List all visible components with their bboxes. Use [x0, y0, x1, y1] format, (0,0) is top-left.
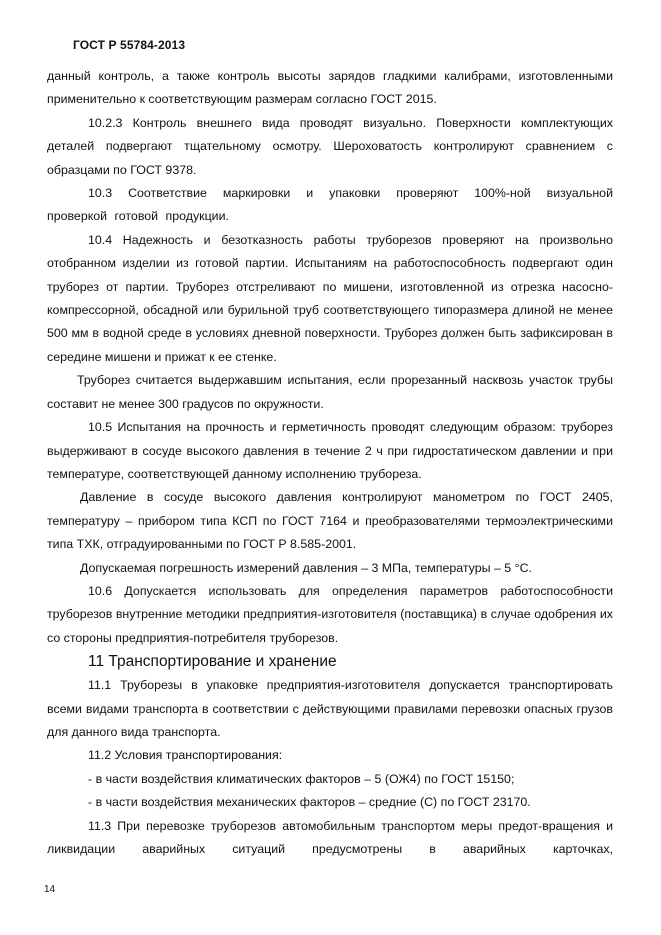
- page-number: 14: [44, 884, 56, 895]
- paragraph-11-3: 11.3 При перевозке труборезов автомобильным транспортом меры предот-вращения и ликвидации аварийных ситуаций предусмотрены в аварийных карточках,: [47, 818, 613, 856]
- paragraph-continuation: данный контроль, а также контроль высоты зарядов гладкими калибрами, изготовленными применительно к соответствующим размерам согласно ГОСТ 2015.: [47, 69, 613, 107]
- paragraph-measurement-error: Допускаемая погрешность измерений давления – 3 МПа, температуры – 5 °С.: [80, 560, 532, 575]
- paragraph-acceptance: Труборез считается выдержавшим испытания, если прорезанный насквозь участок трубы составит не менее 300 градусов по окружности.: [47, 373, 613, 411]
- paragraph-pressure-control: Давление в сосуде высокого давления контролируют манометром по ГОСТ 2405, температуру – прибором типа КСП по ГОСТ 7164 и преобразователями термоэлектрическими типа ТХК, отградуированными по ГОСТ Р 8.585-2001.: [47, 490, 613, 552]
- paragraph-10-3: 10.3 Соответствие маркировки и упаковки проверяют 100%-ной визуальной проверкой готовой продукции.: [47, 186, 613, 224]
- paragraph-10-2-3: 10.2.3 Контроль внешнего вида проводят визуально. Поверхности комплектующих деталей подвергают тщательному осмотру. Шероховатость контролируют сравнением с образцами по ГОСТ 9378.: [47, 115, 613, 177]
- paragraph-10-5: 10.5 Испытания на прочность и герметичность проводят следующим образом: труборез выдерживают в сосуде высокого давления в течение 2 ч при гидростатическом давлении и при температуре, соответствующей данному исполнению трубореза.: [47, 420, 613, 481]
- paragraph-11-1: 11.1 Труборезы в упаковке предприятия-изготовителя допускается транспортировать всеми видами транспорта в соответствии с действующими правилами перевозки опасных грузов для данного вида транспорта.: [47, 678, 613, 739]
- list-item-mechanical: - в части воздействия механических факторов – средние (С) по ГОСТ 23170.: [88, 795, 531, 810]
- paragraph-10-6: 10.6 Допускается использовать для определения параметров работоспособности труборезов внутренние методики предприятия-изготовителя (поставщика) в случае одобрения их со стороны предприятия-потребителя труборезов.: [47, 583, 613, 645]
- list-item-climatic: - в части воздействия климатических факторов – 5 (ОЖ4) по ГОСТ 15150;: [88, 771, 515, 786]
- paragraph-11-2: 11.2 Условия транспортирования:: [88, 748, 283, 763]
- paragraph-10-4: 10.4 Надежность и безотказность работы труборезов проверяют на произвольно отобранном изделии из готовой партии. Испытаниям на работоспособность подвергают один труборез от партии. Труборез отстреливают по мишени, изготовленной из отрезка насосно-компрессорной, обсадной или бурильной труб соответствующего типоразмера длиной не менее 500 мм в водной среде в условиях дневной поверхности. Труборез должен быть зафиксирован в середине мишени и прижат к ее стенке.: [47, 232, 613, 364]
- document-body: [47, 65, 613, 861]
- section-11-heading: 11 Транспортирование и хранение: [88, 653, 337, 671]
- standard-id-header: ГОСТ Р 55784-2013: [73, 38, 186, 52]
